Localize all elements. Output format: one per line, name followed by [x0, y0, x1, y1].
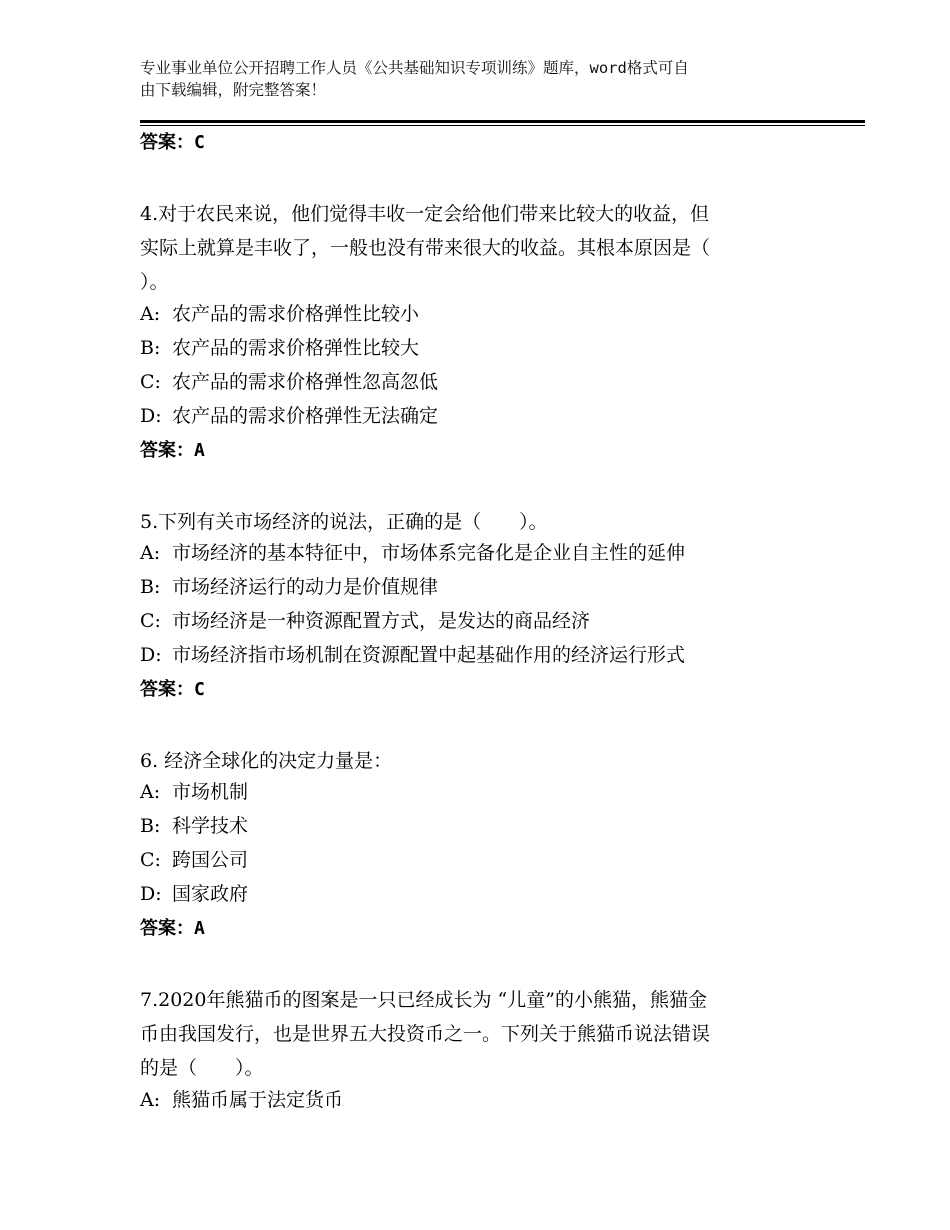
question-5-stem [140, 505, 820, 539]
question-7-line-2: 币由我国发行，也是世界五大投资币之一。下列关于熊猫币说法错误 [140, 1023, 711, 1045]
header-line-2: 由下载编辑，附完整答案！ [140, 81, 327, 99]
option-letter: B: [140, 337, 161, 359]
option-text: 市场经济指市场机制在资源配置中起基础作用的经济运行形式 [172, 644, 686, 666]
question-5-answer: 答案：C [140, 679, 205, 700]
option-letter: A: [140, 1089, 161, 1111]
option-text: 农产品的需求价格弹性忽高忽低 [172, 371, 439, 393]
question-7-line-3: 的是（ ）。 [140, 1057, 264, 1079]
question-4-option-a [140, 301, 840, 327]
option-letter: A: [140, 781, 161, 803]
option-text: 农产品的需求价格弹性比较小 [172, 303, 420, 325]
question-4-line-2: 实际上就算是丰收了，一般也没有带来很大的收益。其根本原因是（ [140, 237, 711, 259]
question-4-answer: 答案：A [140, 440, 205, 461]
option-letter: B: [140, 815, 161, 837]
option-letter: D: [140, 883, 162, 905]
question-6-option-d [140, 881, 840, 907]
question-6-stem [140, 744, 820, 778]
option-text: 农产品的需求价格弹性比较大 [172, 337, 420, 359]
question-6-line-1: 6. 经济全球化的决定力量是： [140, 750, 393, 772]
question-5-option-a [140, 540, 840, 566]
option-letter: A: [140, 542, 161, 564]
option-text: 熊猫币属于法定货币 [172, 1089, 344, 1111]
question-5-option-b [140, 574, 840, 600]
question-4-line-1: 4.对于农民来说，他们觉得丰收一定会给他们带来比较大的收益，但 [140, 203, 710, 225]
option-text: 市场经济的基本特征中，市场体系完备化是企业自主性的延伸 [172, 542, 686, 564]
header-line-1: 专业事业单位公开招聘工作人员《公共基础知识专项训练》题库，word格式可自 [140, 59, 689, 77]
question-5-option-d [140, 642, 840, 668]
question-6-option-a [140, 779, 840, 805]
question-7-option-a [140, 1087, 840, 1113]
answer-prev: 答案：C [140, 132, 205, 153]
option-text: 科学技术 [172, 815, 249, 837]
option-text: 跨国公司 [172, 849, 249, 871]
question-4-option-b [140, 335, 840, 361]
question-5-option-c [140, 608, 840, 634]
option-letter: C: [140, 610, 161, 632]
header-rule-thick [140, 120, 865, 123]
option-letter: A: [140, 303, 161, 325]
question-4-option-d [140, 403, 840, 429]
question-4-line-3: ）。 [140, 271, 169, 293]
option-text: 国家政府 [172, 883, 249, 905]
question-6-answer: 答案：A [140, 918, 205, 939]
page-header [140, 57, 810, 101]
question-4-option-c [140, 369, 840, 395]
option-text: 市场经济运行的动力是价值规律 [172, 576, 439, 598]
question-7-line-1: 7.2020年熊猫币的图案是一只已经成长为 “儿童”的小熊猫，熊猫金 [140, 989, 707, 1011]
option-letter: B: [140, 576, 161, 598]
option-letter: D: [140, 644, 162, 666]
option-text: 市场经济是一种资源配置方式，是发达的商品经济 [172, 610, 591, 632]
option-letter: C: [140, 849, 161, 871]
option-letter: D: [140, 405, 162, 427]
option-text: 市场机制 [172, 781, 249, 803]
question-6-option-b [140, 813, 840, 839]
option-text: 农产品的需求价格弹性无法确定 [172, 405, 439, 427]
question-4-stem [140, 197, 820, 299]
question-6-option-c [140, 847, 840, 873]
question-5-line-1: 5.下列有关市场经济的说法，正确的是（ ）。 [140, 511, 548, 533]
header-rule-thin [140, 125, 865, 126]
option-letter: C: [140, 371, 161, 393]
question-7-stem [140, 983, 820, 1085]
